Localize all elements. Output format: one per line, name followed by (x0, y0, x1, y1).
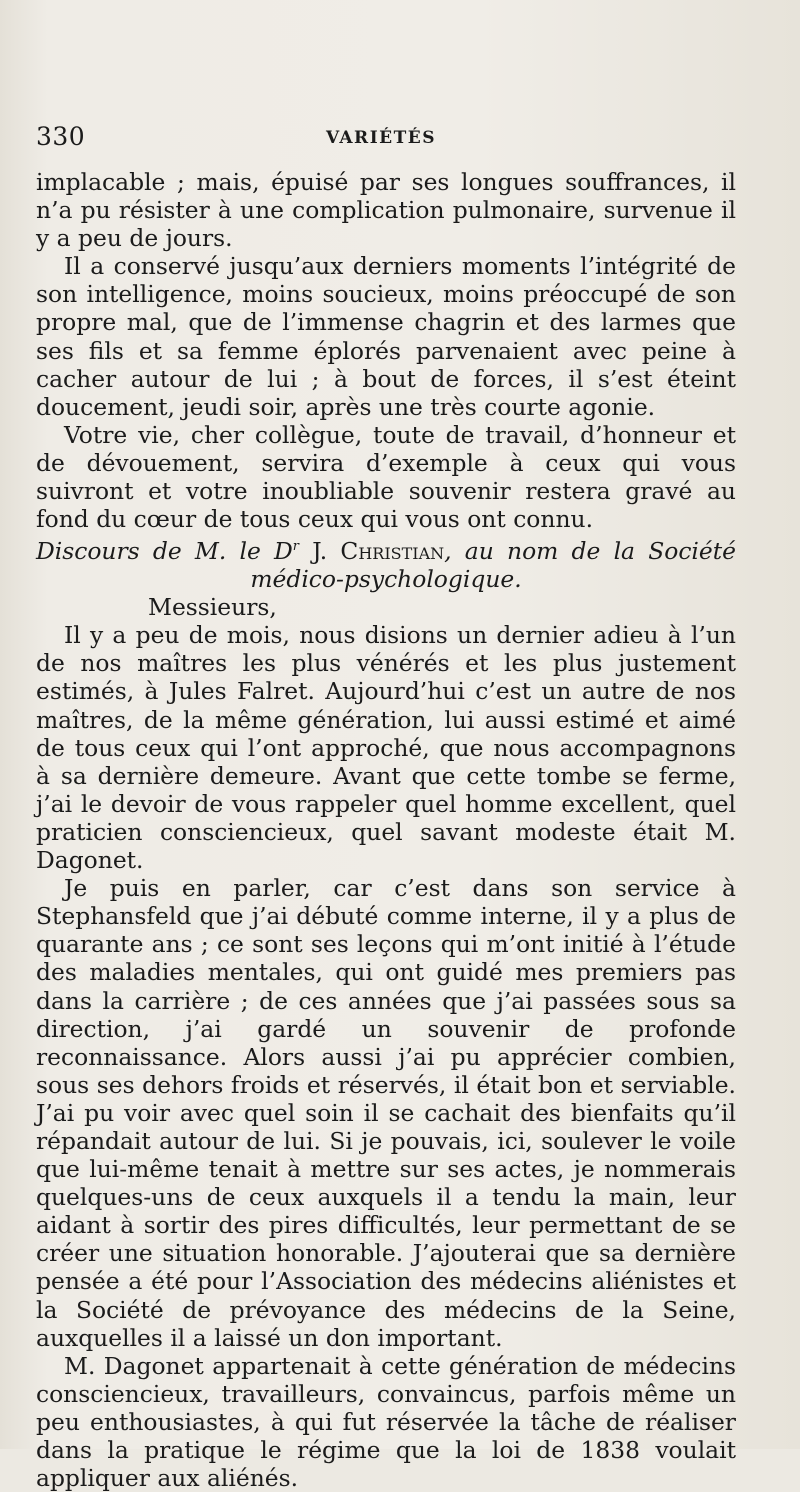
section-title-name: Christian (340, 537, 445, 566)
section-title-line-1 (36, 533, 736, 565)
body-text (36, 168, 736, 1492)
salutation: Messieurs, (148, 593, 277, 622)
paragraph-3: Votre vie, cher collègue, toute de travail, d’honneur et de dévouement, servira d’exemple à ceux qui vous suivront et votre inoubliable souvenir restera gravé au fond du cœur de tous ceux qui vous ont connu. (36, 420, 736, 534)
paragraph-2: Il a conservé jusqu’aux derniers moments l’intégrité de son intelligence, moins soucieux, moins préoccupé de son propre mal, que de l’immense chagrin et des larmes que ses fils et sa femme éplorés parvenaient avec peine à cacher autour de lui ; à bout de forces, il s’est éteint doucement, jeudi soir, après une très courte agonie. (36, 252, 736, 421)
section-title-suffix: , au nom de la Société (444, 537, 736, 566)
paragraph-1: implacable ; mais, épuisé par ses longues souffrances, il n’a pu résister à une complication pulmonaire, survenue il y a peu de jours. (36, 168, 736, 253)
page-number: 330 (36, 122, 86, 151)
section-title-superscript: r (292, 539, 299, 555)
section-title-prefix: Discours de M. le D (36, 537, 293, 566)
section-title-line-2: médico-psychologique. (250, 565, 522, 594)
section-title (36, 533, 736, 593)
section-title-initial: J. (299, 537, 341, 566)
paragraph-5: Je puis en parler, car c’est dans son service à Stephansfeld que j’ai débuté comme interne, il y a plus de quarante ans ; ce sont ses leçons qui m’ont initié à l’étude des maladies mentales, qui ont guidé mes premiers pas dans la carrière ; de ces années que j’ai passées sous sa direction, j’ai gardé un souvenir de profonde reconnaissance. Alors aussi j’ai pu apprécier combien, sous ses dehors froids et réservés, il était bon et serviable. J’ai pu voir avec quel soin il se cachait des bienfaits qu’il répandait autour de lui. Si je pouvais, ici, soulever le voile que lui-même tenait à mettre sur ses actes, je nommerais quelques-uns de ceux auxquels il a tendu la main, leur aidant à sortir des pires difficultés, leur permettant de se créer une situation honorable. J’ajouterai que sa dernière pensée a été pour l’Association des médecins aliénistes et la Société de prévoyance des médecins de la Seine, auxquelles il a laissé un don important. (36, 874, 736, 1352)
running-head: VARIÉTÉS (326, 128, 436, 148)
paragraph-6: M. Dagonet appartenait à cette génération de médecins consciencieux, travailleurs, convaincus, parfois même un peu enthousiastes, à qui fut réservée la tâche de réaliser dans la pratique le régime que la loi de 1838 voulait appliquer aux aliénés. (36, 1351, 736, 1492)
page-header (36, 122, 736, 158)
paragraph-4: Il y a peu de mois, nous disions un dernier adieu à l’un de nos maîtres les plus vénérés et les plus justement estimés, à Jules Falret. Aujourd’hui c’est un autre de nos maîtres, de la même génération, lui aussi estimé et aimé de tous ceux qui l’ont approché, que nous accompagnons à sa dernière demeure. Avant que cette tombe se ferme, j’ai le devoir de vous rappeler quel homme excellent, quel praticien consciencieux, quel savant modeste était M. Dagonet. (36, 621, 736, 875)
